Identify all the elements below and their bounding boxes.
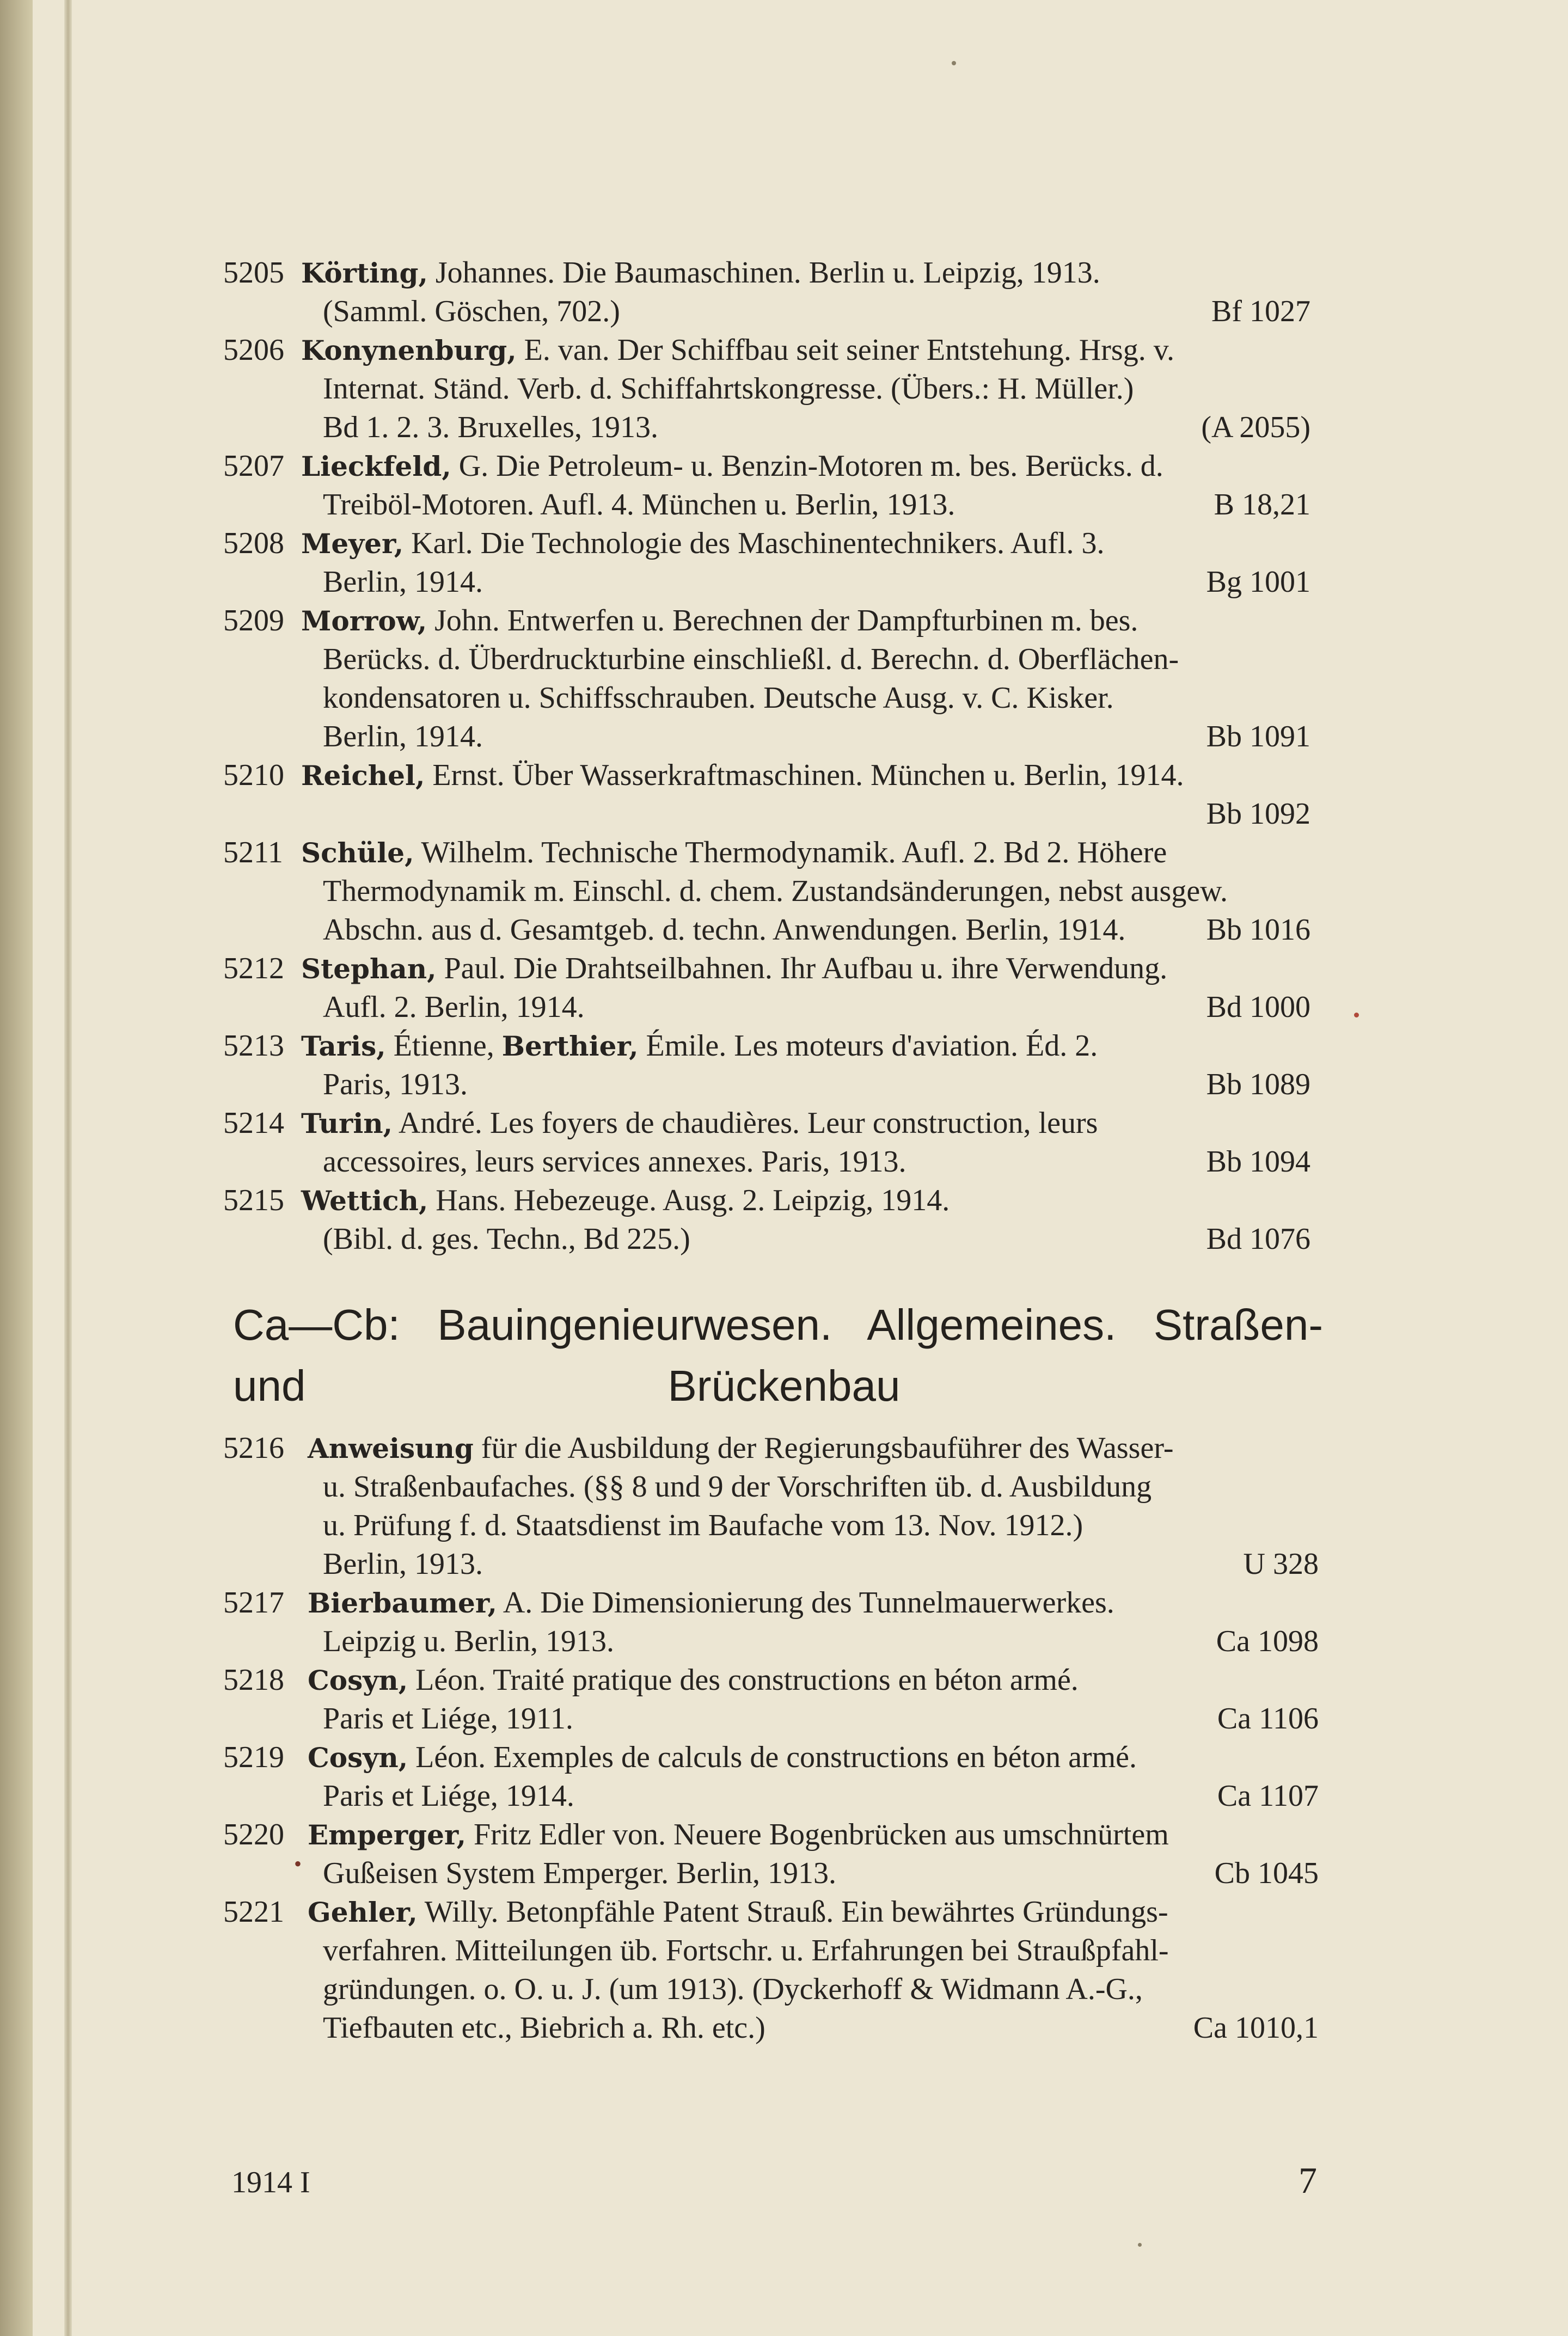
entry-description: (Bibl. d. ges. Techn., Bd 225.) — [323, 1222, 690, 1256]
entry-description: Étienne, — [385, 1029, 502, 1063]
entry-description: G. Die Petroleum- u. Benzin-Motoren m. bes. Berücks. d. — [451, 449, 1163, 483]
entry-text — [323, 563, 483, 602]
entry-description: Léon. Exemples de calculs de constructions en béton armé. — [408, 1740, 1137, 1774]
entry-text — [323, 1700, 573, 1738]
entry-line — [0, 1104, 1568, 1143]
entry-description: Karl. Die Technologie des Maschinentechnikers. Aufl. 3. — [403, 526, 1105, 560]
entry-line — [0, 408, 1568, 447]
entry-text — [323, 911, 1125, 949]
entry-text — [323, 1970, 1143, 2009]
entry-text — [308, 1429, 1174, 1468]
entry-text — [323, 292, 620, 331]
entry-description: Abschn. aus d. Gesamtgeb. d. techn. Anwendungen. Berlin, 1914. — [323, 913, 1126, 947]
entry-text — [323, 370, 1134, 408]
entry-author: Cosyn, — [308, 1742, 408, 1774]
catalog-entry — [0, 756, 1568, 833]
shelf-mark: Ca 1107 — [1217, 1779, 1319, 1813]
entry-description: Paul. Die Drahtseilbahnen. Ihr Aufbau u. ihre Verwendung. — [436, 952, 1168, 985]
entry-line — [0, 1816, 1568, 1854]
entry-text — [323, 1468, 1152, 1506]
entry-description: Fritz Edler von. Neuere Bogenbrücken aus umschnürtem — [466, 1818, 1169, 1851]
entry-text — [323, 1143, 906, 1181]
entry-line — [0, 833, 1568, 872]
entry-description: verfahren. Mitteilungen üb. Fortschr. u. Erfahrungen bei Straußpfahl- — [323, 1934, 1169, 1967]
entry-text — [301, 524, 1105, 563]
entry-description: Gußeisen System Emperger. Berlin, 1913. — [323, 1856, 837, 1890]
entry-line — [0, 1065, 1568, 1104]
entry-text — [308, 1738, 1137, 1777]
entry-line — [0, 370, 1568, 408]
catalog-entry — [0, 331, 1568, 447]
speck — [1354, 1013, 1359, 1017]
entry-number: 5205 — [223, 256, 284, 290]
shelf-mark: Bb 1094 — [1206, 1145, 1310, 1179]
entry-description: André. Les foyers de chaudières. Leur construction, leurs — [393, 1106, 1098, 1140]
entry-author: Reichel, — [301, 759, 425, 792]
entry-description: Léon. Traité pratique des constructions en béton armé. — [408, 1663, 1079, 1697]
entry-line — [0, 602, 1568, 640]
entry-number: 5212 — [223, 952, 284, 985]
entry-text — [323, 1545, 483, 1584]
entry-author: Stephan, — [301, 953, 437, 985]
catalog-entry — [0, 949, 1568, 1027]
entry-text — [308, 1893, 1168, 1932]
entry-author: Berthier, — [501, 1030, 639, 1062]
section-heading-line2: Brückenbau — [667, 1362, 901, 1410]
entry-description: Berücks. d. Überdruckturbine einschließl. d. Berechn. d. Oberflächen- — [323, 642, 1179, 676]
entry-line — [0, 1584, 1568, 1622]
entry-description: Hans. Hebezeuge. Ausg. 2. Leipzig, 1914. — [428, 1184, 950, 1217]
shelf-mark: Bb 1089 — [1206, 1068, 1310, 1101]
entry-text — [301, 1104, 1098, 1143]
entry-line — [0, 718, 1568, 756]
entry-text — [323, 1777, 574, 1816]
entry-author: Bierbaumer, — [308, 1587, 497, 1619]
entry-line — [0, 563, 1568, 602]
entry-description: kondensatoren u. Schiffsschrauben. Deutsche Ausg. v. C. Kisker. — [323, 681, 1114, 715]
entry-line — [0, 2009, 1568, 2047]
entry-description: Aufl. 2. Berlin, 1914. — [323, 990, 585, 1024]
entry-line — [0, 1506, 1568, 1545]
catalog-entry — [0, 1816, 1568, 1893]
entry-author: Turin, — [301, 1107, 393, 1139]
shelf-mark: Bf 1027 — [1211, 295, 1310, 328]
entry-description: (Samml. Göschen, 702.) — [323, 295, 620, 328]
entry-description: Paris et Liége, 1914. — [323, 1779, 574, 1813]
entry-description: Paris, 1913. — [323, 1068, 468, 1101]
entry-description: Ernst. Über Wasserkraftmaschinen. München u. Berlin, 1914. — [425, 758, 1184, 792]
entry-text — [308, 1816, 1169, 1854]
entry-text — [323, 2009, 765, 2047]
entry-line — [0, 331, 1568, 370]
catalog-entry — [0, 1661, 1568, 1738]
catalog-entry — [0, 1429, 1568, 1584]
entry-line — [0, 988, 1568, 1027]
entry-description: Treiböl-Motoren. Aufl. 4. München u. Berlin, 1913. — [323, 488, 955, 522]
entry-text — [301, 447, 1163, 486]
entry-number: 5220 — [223, 1818, 284, 1851]
shelf-mark: Bd 1076 — [1206, 1222, 1310, 1256]
entry-line — [0, 1181, 1568, 1220]
entry-author: Schüle, — [301, 837, 414, 869]
entry-number: 5207 — [223, 449, 284, 483]
entries-list-a — [0, 254, 1568, 1259]
entry-line — [0, 1738, 1568, 1777]
entry-text — [301, 331, 1174, 370]
entry-description: Berlin, 1913. — [323, 1547, 483, 1581]
entry-text — [323, 1220, 690, 1259]
entry-description: Wilhelm. Technische Thermodynamik. Aufl. 2. Bd 2. Höhere — [414, 836, 1167, 869]
entry-author: Konynenburg, — [301, 334, 517, 366]
entry-author: Gehler, — [308, 1896, 418, 1928]
entry-line — [0, 1700, 1568, 1738]
entry-line — [0, 1932, 1568, 1970]
entry-author: Lieckfeld, — [301, 450, 451, 482]
entry-description: Bd 1. 2. 3. Bruxelles, 1913. — [323, 410, 658, 444]
entry-author: Anweisung — [308, 1432, 474, 1464]
entry-text — [323, 872, 1228, 911]
entry-line — [0, 1854, 1568, 1893]
entry-text — [323, 486, 955, 524]
entry-description: gründungen. o. O. u. J. (um 1913). (Dyckerhoff & Widmann A.-G., — [323, 1972, 1143, 2006]
entry-line — [0, 1545, 1568, 1584]
entry-text — [301, 1181, 950, 1220]
entry-text — [323, 1854, 836, 1893]
entry-line — [0, 1143, 1568, 1181]
entry-line — [0, 1220, 1568, 1259]
entry-number: 5206 — [223, 333, 284, 367]
entry-line — [0, 679, 1568, 718]
entry-line — [0, 254, 1568, 292]
entry-text — [323, 1622, 614, 1661]
shelf-mark: Bb 1091 — [1206, 720, 1310, 753]
shelf-mark: Cb 1045 — [1214, 1856, 1319, 1890]
entry-description: Thermodynamik m. Einschl. d. chem. Zustandsänderungen, nebst ausgew. — [323, 874, 1228, 908]
shelf-mark: (A 2055) — [1201, 410, 1310, 444]
red-mark: • — [294, 1851, 302, 1876]
entry-author: Cosyn, — [308, 1664, 408, 1696]
entry-description: Berlin, 1914. — [323, 720, 483, 753]
entry-author: Meyer, — [301, 528, 404, 560]
entry-text — [323, 718, 483, 756]
entry-author: Emperger, — [308, 1819, 467, 1851]
shelf-mark: Bb 1092 — [1206, 797, 1310, 831]
entry-number: 5214 — [223, 1106, 284, 1140]
entry-description: Johannes. Die Baumaschinen. Berlin u. Leipzig, 1913. — [427, 256, 1100, 290]
entry-number: 5208 — [223, 526, 284, 560]
entry-line — [0, 1622, 1568, 1661]
entry-line — [0, 872, 1568, 911]
catalog-entry — [0, 1893, 1568, 2047]
entry-text — [308, 1584, 1114, 1622]
speck — [952, 61, 956, 65]
entry-text — [301, 1027, 1098, 1065]
entry-number: 5218 — [223, 1663, 284, 1697]
entry-line — [0, 1429, 1568, 1468]
shelf-mark: Ca 1106 — [1217, 1702, 1319, 1736]
entry-line — [0, 1661, 1568, 1700]
entry-description: E. van. Der Schiffbau seit seiner Entstehung. Hrsg. v. — [516, 333, 1175, 367]
entry-text — [323, 1932, 1169, 1970]
entry-description: Leipzig u. Berlin, 1913. — [323, 1624, 615, 1658]
entry-description: accessoires, leurs services annexes. Paris, 1913. — [323, 1145, 906, 1179]
entry-line — [0, 292, 1568, 331]
catalog-entry — [0, 1104, 1568, 1181]
entry-text — [323, 1506, 1083, 1545]
shelf-mark: Ca 1010,1 — [1193, 2011, 1319, 2045]
entry-number: 5217 — [223, 1586, 284, 1620]
shelf-mark: Bg 1001 — [1206, 565, 1310, 599]
entry-author: Körting, — [301, 257, 428, 289]
catalog-entry — [0, 254, 1568, 331]
entry-line — [0, 1468, 1568, 1506]
entry-text — [323, 640, 1179, 679]
entry-text — [301, 254, 1100, 292]
entry-text — [301, 833, 1167, 872]
entry-text — [323, 988, 585, 1027]
entry-line — [0, 447, 1568, 486]
entry-description: John. Entwerfen u. Berechnen der Dampfturbinen m. bes. — [427, 604, 1138, 637]
shelf-mark: Ca 1098 — [1216, 1624, 1319, 1658]
catalog-entry — [0, 1181, 1568, 1259]
entry-number: 5216 — [223, 1431, 284, 1465]
entry-number: 5213 — [223, 1029, 284, 1063]
entry-number: 5219 — [223, 1740, 284, 1774]
entry-text — [308, 1661, 1079, 1700]
catalog-entry — [0, 1584, 1568, 1661]
entry-text — [301, 756, 1184, 795]
entry-line — [0, 911, 1568, 949]
entry-text — [301, 602, 1138, 640]
entry-description: A. Die Dimensionierung des Tunnelmauerwerkes. — [497, 1586, 1114, 1620]
entry-number: 5221 — [223, 1895, 284, 1929]
catalog-entry — [0, 1027, 1568, 1104]
catalog-entry — [0, 447, 1568, 524]
entry-line — [0, 486, 1568, 524]
entry-text — [323, 1065, 468, 1104]
entry-description: Paris et Liége, 1911. — [323, 1702, 573, 1736]
entry-line — [0, 1893, 1568, 1932]
entries-list-b — [0, 1429, 1568, 2047]
catalog-entry — [0, 833, 1568, 949]
entry-description: Émile. Les moteurs d'aviation. Éd. 2. — [638, 1029, 1098, 1063]
entry-line — [0, 1027, 1568, 1065]
entry-author: Wettich, — [301, 1185, 428, 1217]
section-heading-line1: Ca—Cb: Bauingenieurwesen. Allgemeines. Straßen- und — [233, 1301, 1323, 1410]
entry-number: 5211 — [223, 836, 283, 869]
entry-number: 5210 — [223, 758, 284, 792]
entry-line — [0, 795, 1568, 833]
page-number: 7 — [1298, 2160, 1317, 2201]
entry-line — [0, 949, 1568, 988]
entry-author: Taris, — [301, 1030, 386, 1062]
entry-line — [0, 640, 1568, 679]
shelf-mark: B 18,21 — [1214, 488, 1310, 522]
catalog-entry — [0, 602, 1568, 756]
entry-description: Berlin, 1914. — [323, 565, 483, 599]
shelf-mark: Bd 1000 — [1206, 990, 1310, 1024]
shelf-mark: Bb 1016 — [1206, 913, 1310, 947]
shelf-mark: U 328 — [1243, 1547, 1319, 1581]
entry-description: u. Prüfung f. d. Staatsdienst im Baufache vom 13. Nov. 1912.) — [323, 1509, 1083, 1542]
entry-text — [301, 949, 1167, 988]
entry-number: 5209 — [223, 604, 284, 637]
catalog-entry — [0, 1738, 1568, 1816]
entry-author: Morrow, — [301, 605, 427, 637]
entry-text — [323, 408, 658, 447]
footer-signature: 1914 I — [231, 2166, 310, 2199]
entry-line — [0, 756, 1568, 795]
entry-line — [0, 1777, 1568, 1816]
entry-description: u. Straßenbaufaches. (§§ 8 und 9 der Vorschriften üb. d. Ausbildung — [323, 1470, 1152, 1504]
catalog-entry — [0, 524, 1568, 602]
entry-description: Tiefbauten etc., Biebrich a. Rh. etc.) — [323, 2011, 765, 2045]
speck — [1138, 2243, 1142, 2247]
entry-line — [0, 1970, 1568, 2009]
entry-line — [0, 524, 1568, 563]
entry-description: für die Ausbildung der Regierungsbauführer des Wasser- — [473, 1431, 1174, 1465]
entry-description: Internat. Ständ. Verb. d. Schiffahrtskongresse. (Übers.: H. Müller.) — [323, 372, 1134, 406]
entry-number: 5215 — [223, 1184, 284, 1217]
entry-description: Willy. Betonpfähle Patent Strauß. Ein bewährtes Gründungs- — [417, 1895, 1168, 1929]
entry-text — [323, 679, 1114, 718]
